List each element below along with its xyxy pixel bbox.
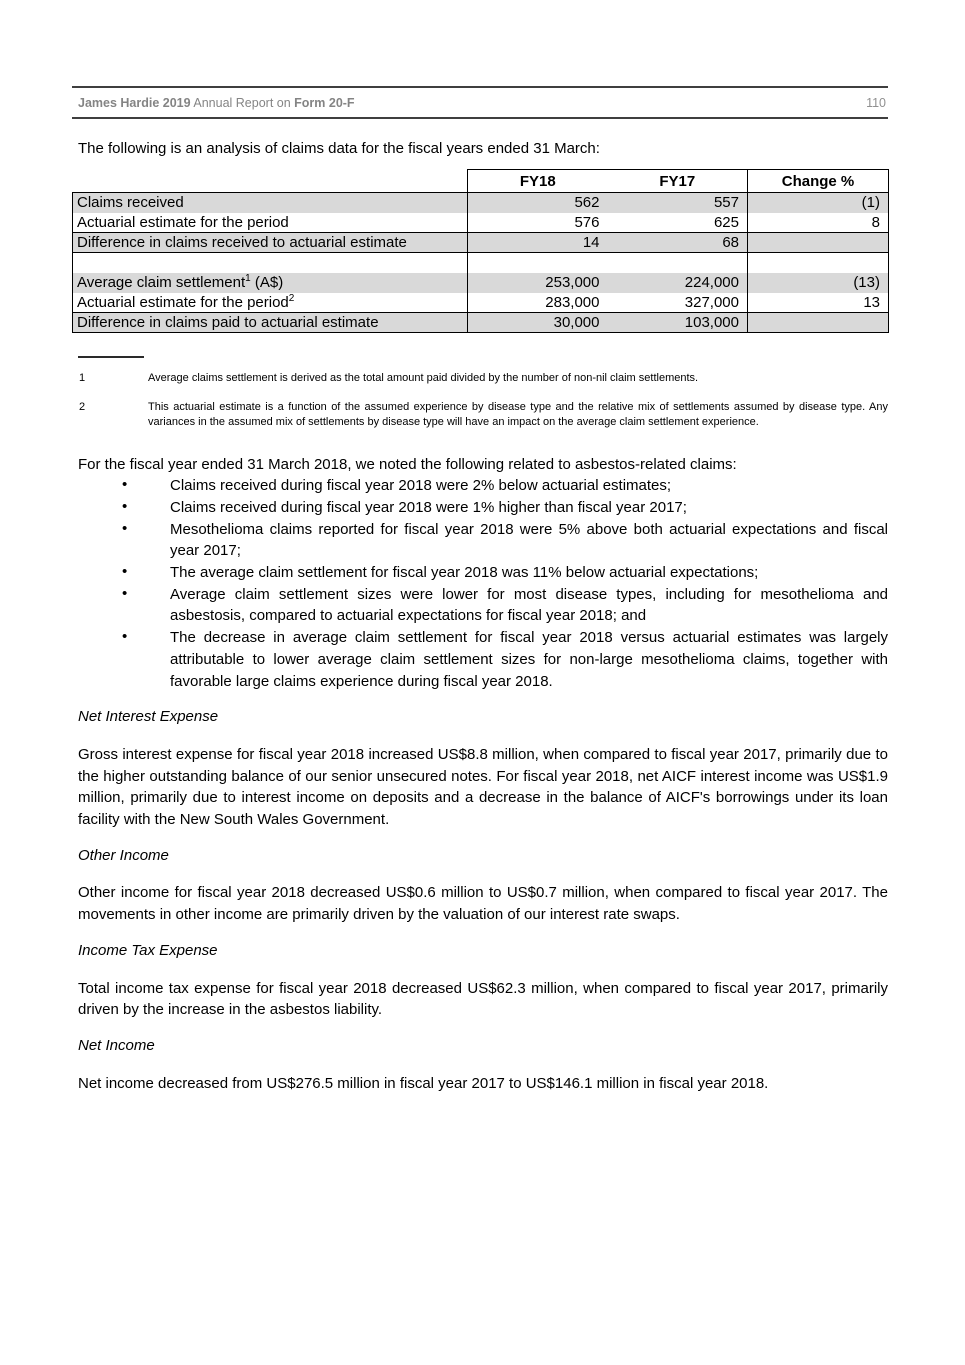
footnote-separator-rule (78, 356, 144, 358)
bullet-marker: • (122, 519, 128, 537)
row-label: Difference in claims paid to actuarial estimate (73, 313, 468, 333)
cell-fy18 (468, 253, 608, 273)
section (72, 845, 888, 926)
table-row (73, 233, 889, 253)
row-label: Actuarial estimate for the period$^2$ (73, 293, 468, 313)
bullet-marker: • (122, 476, 128, 494)
cell-fy17: 224,000 (608, 273, 748, 293)
cell-change: 13 (748, 293, 889, 313)
row-label: Average claim settlement$^1$ (A$) (73, 273, 468, 293)
section-paragraph: Gross interest expense for fiscal year 2018 increased US$8.8 million, when compared to fiscal year 2017, primarily due to the higher outstanding balance of our senior unsecured notes. For fiscal year 2018, net AICF interest income was US$1.9 million, primarily due to interest income on deposits and a decrease in the balance of AICF's borrowings under its loan facility with the New South Wales Government. (78, 745, 888, 829)
claims-table-header (73, 170, 889, 193)
column-header-fy17: FY17 (608, 170, 748, 193)
cell-fy17: 68 (608, 233, 748, 253)
bullet-item (72, 519, 888, 562)
cell-fy18: 562 (468, 193, 608, 213)
bullet-item (72, 497, 888, 519)
cell-fy17: 557 (608, 193, 748, 213)
bullet-marker: • (122, 628, 128, 646)
section (72, 1035, 888, 1094)
cell-fy18: 253,000 (468, 273, 608, 293)
bullet-item (72, 584, 888, 627)
claims-table-body (73, 193, 889, 333)
table-row (73, 293, 889, 313)
section (72, 940, 888, 1021)
bullet-text: Claims received during fiscal year 2018 were 2% below actuarial estimates; (170, 477, 672, 495)
claims-data-table (72, 169, 889, 333)
footnote-number: 2 (79, 400, 86, 413)
report-form-bold: Form 20-F (294, 95, 355, 110)
cell-change: (1) (748, 193, 889, 213)
report-name-bold: James Hardie 2019 (78, 95, 191, 110)
claims-summary-paragraph: For the fiscal year ended 31 March 2018, we noted the following related to asbestos-related claims: (78, 455, 737, 473)
table-row (73, 273, 889, 293)
bullet-text: Claims received during fiscal year 2018 were 1% higher than fiscal year 2017; (170, 498, 687, 516)
section-paragraph: Net income decreased from US$276.5 million in fiscal year 2017 to US$146.1 million in fiscal year 2018. (78, 1074, 769, 1092)
intro-paragraph: The following is an analysis of claims data for the fiscal years ended 31 March: (78, 140, 600, 157)
bullet-marker: • (122, 584, 128, 602)
cell-change (748, 313, 889, 333)
cell-fy17: 327,000 (608, 293, 748, 313)
cell-change (748, 233, 889, 253)
row-label: Difference in claims received to actuarial estimate (73, 233, 468, 253)
bullet-item (72, 562, 888, 584)
cell-fy17: 103,000 (608, 313, 748, 333)
row-label (73, 253, 468, 273)
bullet-text: The decrease in average claim settlement for fiscal year 2018 versus actuarial estimates was largely attributable to lower average claim settlement sizes for non-large mesothelioma claims, together with favorable large claims experience during fiscal year 2018. (170, 629, 888, 690)
column-header-change: Change % (748, 170, 889, 193)
footnote-number: 1 (79, 372, 86, 384)
row-label: Actuarial estimate for the period (73, 213, 468, 233)
claims-bullet-list (72, 475, 888, 692)
cell-change (748, 253, 889, 273)
running-header (72, 88, 888, 117)
page-number: 110 (866, 95, 886, 110)
cell-fy17: 625 (608, 213, 748, 233)
table-row (73, 193, 889, 213)
header-label-cell (73, 170, 468, 193)
section-heading: Income Tax Expense (78, 941, 218, 959)
footnote-text: Average claims settlement is derived as the total amount paid divided by the number of non-nil claim settlements. (148, 372, 699, 384)
header-bottom-rule (72, 117, 888, 119)
narrative-sections (72, 706, 888, 1094)
section-heading: Other Income (78, 846, 169, 864)
section-heading: Net Interest Expense (78, 708, 219, 726)
running-header-title (78, 96, 355, 110)
cell-change: 8 (748, 213, 889, 233)
footnote (72, 400, 888, 431)
bullet-item (72, 627, 888, 692)
row-label: Claims received (73, 193, 468, 213)
bullet-text: Average claim settlement sizes were lower for most disease types, including for mesothelioma and asbestosis, compared to actuarial expectations for fiscal year 2018; and (170, 585, 888, 625)
section-paragraph: Other income for fiscal year 2018 decreased US$0.6 million to US$0.7 million, when compared to fiscal year 2017. The movements in other income are primarily driven by the valuation of our interest rate swaps. (78, 884, 888, 924)
cell-fy18: 576 (468, 213, 608, 233)
bullet-item (72, 475, 888, 497)
column-header-fy18: FY18 (468, 170, 608, 193)
page-content (72, 86, 888, 1094)
report-name-middle: Annual Report on (190, 95, 295, 110)
footnote-text: This actuarial estimate is a function of the assumed experience by disease type and the relative mix of settlements assumed by disease type. Any variances in the assumed mix of settlements by disease type will have an impact on the average claim settlement experience. (148, 400, 888, 428)
table-row (73, 213, 889, 233)
cell-fy18: 14 (468, 233, 608, 253)
footnotes (72, 371, 888, 431)
bullet-text: Mesothelioma claims reported for fiscal year 2018 were 5% above both actuarial expectations and fiscal year 2017; (170, 520, 888, 560)
bullet-marker: • (122, 497, 128, 515)
table-row (73, 253, 889, 273)
bullet-marker: • (122, 563, 128, 581)
bullet-text: The average claim settlement for fiscal year 2018 was 11% below actuarial expectations; (170, 564, 759, 582)
cell-fy17 (608, 253, 748, 273)
cell-change: (13) (748, 273, 889, 293)
cell-fy18: 283,000 (468, 293, 608, 313)
footnote (72, 371, 888, 387)
section-heading: Net Income (78, 1036, 155, 1054)
section-paragraph: Total income tax expense for fiscal year 2018 decreased US$62.3 million, when compared to fiscal year 2017, primarily driven by the increase in the asbestos liability. (78, 979, 888, 1019)
section (72, 706, 888, 831)
cell-fy18: 30,000 (468, 313, 608, 333)
table-row (73, 313, 889, 333)
